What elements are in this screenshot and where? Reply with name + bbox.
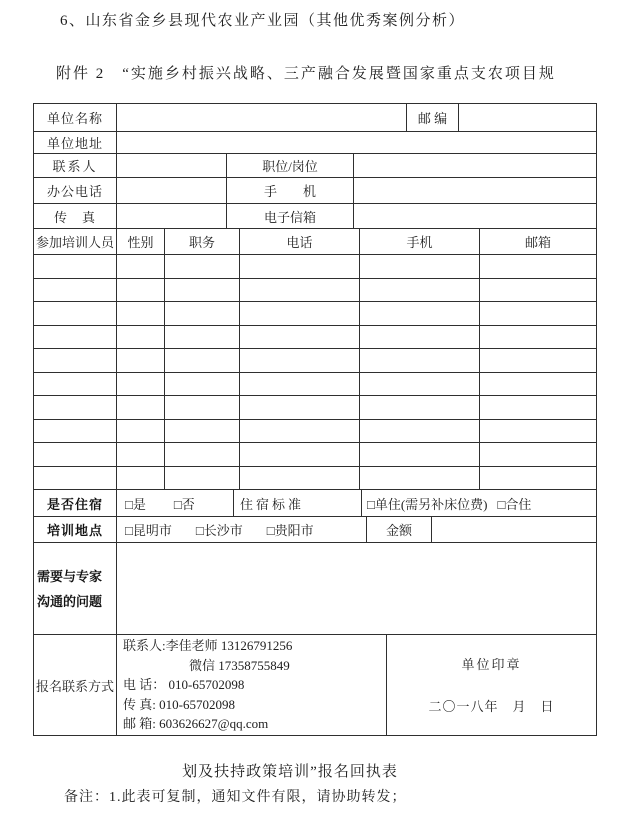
office-phone-blank-cell <box>116 178 226 203</box>
participant-blank-cell <box>34 420 116 443</box>
lodging-yes-no-cell <box>116 490 233 516</box>
participants-header-row <box>34 228 596 254</box>
unit-name-blank-cell <box>116 104 406 131</box>
venue-label: 培训地点 <box>46 523 103 538</box>
email-label: 电子信箱 <box>226 204 353 228</box>
participant-blank-cell <box>479 255 596 278</box>
participant-blank-cell <box>359 279 479 302</box>
stamp-date-line: 二〇一八年 月 日 <box>428 699 555 714</box>
participant-blank-cell <box>116 326 164 349</box>
expert-questions-label-line1: 需要与专家 <box>37 568 103 584</box>
position-label: 职位/岗位 <box>226 154 353 177</box>
participant-blank-cell <box>239 467 359 490</box>
participant-blank-cell <box>34 467 116 490</box>
participants-col-mobile: 手机 <box>359 229 479 254</box>
participant-blank-cell <box>359 443 479 466</box>
participant-blank-cell <box>359 373 479 396</box>
mobile-blank-cell <box>353 178 596 203</box>
participant-blank-cell <box>34 326 116 349</box>
note-line: 备注：1.此表可复制，通知文件有限，请协助转发； <box>64 790 407 805</box>
participant-blank-cell <box>116 373 164 396</box>
unit-address-label: 单位地址 <box>46 136 103 151</box>
participant-blank-cell <box>479 467 596 490</box>
participant-blank-cell <box>359 467 479 490</box>
venue-amount-blank-cell <box>431 517 596 542</box>
participant-blank-cell <box>34 443 116 466</box>
participant-empty-row <box>34 372 596 396</box>
participant-blank-cell <box>34 302 116 325</box>
participant-blank-cell <box>116 349 164 372</box>
participant-blank-cell <box>239 302 359 325</box>
participant-blank-cell <box>479 326 596 349</box>
lodging-no-checkbox: □否 <box>173 496 195 512</box>
mobile-label: 手 机 <box>226 178 353 203</box>
participant-blank-cell <box>116 396 164 419</box>
participant-blank-cell <box>116 302 164 325</box>
participant-blank-cell <box>239 255 359 278</box>
contact-label: 联系人 <box>52 159 98 174</box>
registration-label: 报名联系方式 <box>35 678 114 694</box>
office-phone-label: 办公电话 <box>46 184 103 199</box>
participant-empty-row <box>34 278 596 302</box>
lodging-label: 是否住宿 <box>46 496 103 512</box>
unit-name-label: 单位名称 <box>46 111 103 126</box>
registration-phone: 电 话： 010-65702098 <box>123 677 245 693</box>
registration-wechat: 微信 17358755849 <box>189 657 290 673</box>
doc-heading: 6、山东省金乡县现代农业产业园（其他优秀案例分析） <box>59 13 465 29</box>
participants-col-phone: 电话 <box>239 229 359 254</box>
participant-blank-cell <box>239 349 359 372</box>
participant-blank-cell <box>34 349 116 372</box>
participant-blank-cell <box>479 349 596 372</box>
office-phone-row <box>34 177 596 203</box>
email-blank-cell <box>353 204 596 228</box>
unit-stamp-cell <box>386 635 596 735</box>
participant-blank-cell <box>164 396 239 419</box>
participant-blank-cell <box>359 420 479 443</box>
participant-blank-cell <box>116 467 164 490</box>
fax-blank-cell <box>116 204 226 228</box>
participant-blank-cell <box>479 396 596 419</box>
participants-col-name: 参加培训人员 <box>35 235 114 250</box>
lodging-yes-checkbox: □是 <box>125 496 146 512</box>
participant-blank-cell <box>116 255 164 278</box>
participant-blank-cell <box>239 279 359 302</box>
participant-empty-row <box>34 442 596 466</box>
venue-row <box>34 516 596 542</box>
participant-blank-cell <box>359 396 479 419</box>
participant-blank-cell <box>239 373 359 396</box>
registration-contact-person: 联系人:李佳老师 13126791256 <box>123 638 293 654</box>
participant-empty-row <box>34 301 596 325</box>
participant-empty-row <box>34 348 596 372</box>
venue-kunming-checkbox: □昆明市 <box>125 523 172 538</box>
participant-blank-cell <box>164 467 239 490</box>
venue-guiyang-checkbox: □贵阳市 <box>266 523 314 538</box>
participant-blank-cell <box>359 302 479 325</box>
participant-blank-cell <box>116 279 164 302</box>
participant-empty-row <box>34 419 596 443</box>
participant-empty-rows <box>34 254 596 489</box>
participant-blank-cell <box>359 349 479 372</box>
participants-col-gender: 性别 <box>116 229 164 254</box>
postcode-label: 邮 编 <box>406 104 458 131</box>
registration-fax: 传 真: 010-65702098 <box>123 696 235 712</box>
participants-col-email: 邮箱 <box>479 229 596 254</box>
lodging-row <box>34 489 596 516</box>
participant-blank-cell <box>239 396 359 419</box>
unit-name-row <box>34 104 596 131</box>
unit-address-blank-cell <box>116 132 596 153</box>
participants-col-title: 职务 <box>164 229 239 254</box>
lodging-single-checkbox: □单住(需另补床位费) <box>367 496 488 512</box>
position-blank-cell <box>353 154 596 177</box>
participant-blank-cell <box>239 420 359 443</box>
participant-blank-cell <box>479 443 596 466</box>
participant-blank-cell <box>116 443 164 466</box>
expert-questions-label <box>34 543 116 634</box>
lodging-room-options-cell <box>361 490 596 516</box>
participant-blank-cell <box>164 255 239 278</box>
participant-blank-cell <box>164 349 239 372</box>
expert-questions-row <box>34 542 596 634</box>
participant-blank-cell <box>34 396 116 419</box>
venue-amount-label: 金额 <box>366 517 431 542</box>
participant-blank-cell <box>164 302 239 325</box>
participant-blank-cell <box>164 373 239 396</box>
lodging-share-checkbox: □合住 <box>497 496 532 512</box>
contact-blank-cell <box>116 154 226 177</box>
registration-contact-cell <box>116 635 386 735</box>
attachment-title: 附件 2 “实施乡村振兴战略、三产融合发展暨国家重点支农项目规 <box>56 66 556 82</box>
participant-blank-cell <box>239 443 359 466</box>
contact-row <box>34 153 596 177</box>
venue-changsha-checkbox: □长沙市 <box>195 523 243 538</box>
venue-options-cell <box>116 517 366 542</box>
participant-empty-row <box>34 395 596 419</box>
registration-form-table <box>33 103 597 736</box>
participant-blank-cell <box>479 373 596 396</box>
expert-questions-label-line2: 沟通的问题 <box>37 593 103 609</box>
participant-empty-row <box>34 466 596 490</box>
participant-blank-cell <box>359 326 479 349</box>
participant-blank-cell <box>164 443 239 466</box>
participant-blank-cell <box>34 279 116 302</box>
participant-blank-cell <box>479 420 596 443</box>
expert-questions-blank-cell <box>116 543 596 634</box>
participant-blank-cell <box>239 326 359 349</box>
footer-title: 划及扶持政策培训”报名回执表 <box>182 764 398 780</box>
registration-email: 邮 箱: 603626627@qq.com <box>123 716 269 732</box>
participant-empty-row <box>34 254 596 278</box>
participant-blank-cell <box>164 279 239 302</box>
participant-blank-cell <box>116 420 164 443</box>
participant-blank-cell <box>34 373 116 396</box>
participant-blank-cell <box>359 255 479 278</box>
participant-blank-cell <box>479 279 596 302</box>
participant-empty-row <box>34 325 596 349</box>
unit-stamp-label: 单位印章 <box>461 657 522 672</box>
registration-contact-row <box>34 634 596 735</box>
fax-row <box>34 203 596 228</box>
unit-address-row <box>34 131 596 153</box>
lodging-standard-label: 住宿标准 <box>233 490 361 516</box>
participant-blank-cell <box>164 326 239 349</box>
participant-blank-cell <box>34 255 116 278</box>
participant-blank-cell <box>164 420 239 443</box>
postcode-blank-cell <box>458 104 596 131</box>
participant-blank-cell <box>479 302 596 325</box>
fax-label: 传 真 <box>53 209 96 225</box>
